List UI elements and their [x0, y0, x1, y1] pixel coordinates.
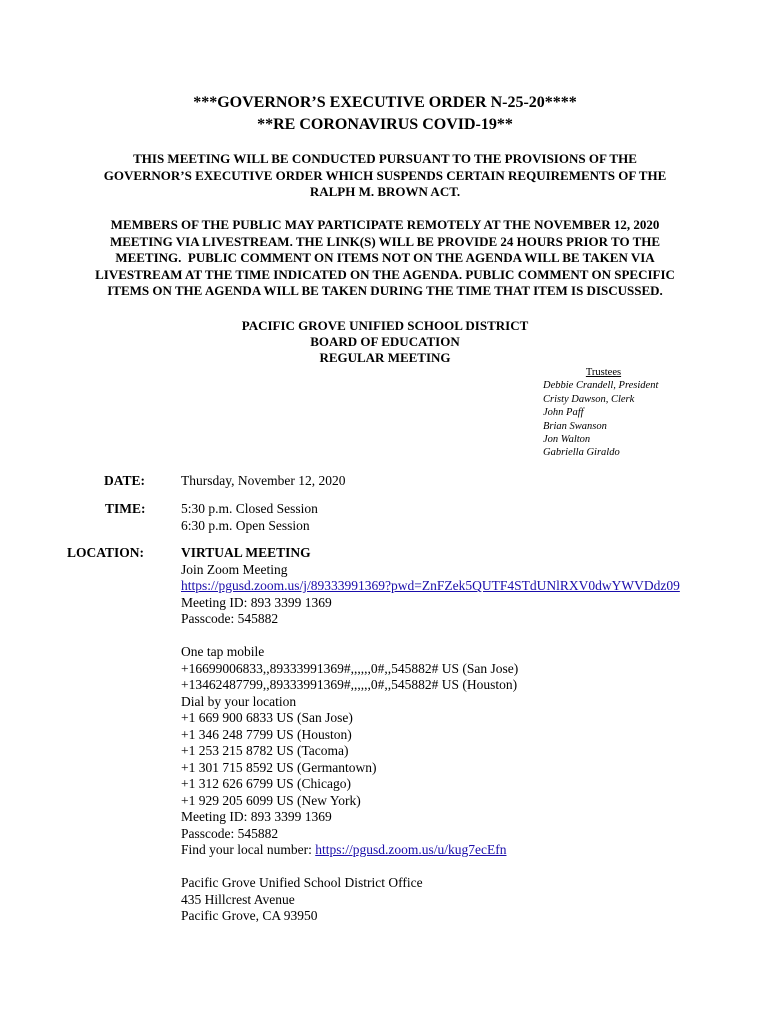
office-name: Pacific Grove Unified School District Office	[181, 875, 423, 890]
virtual-meeting-heading: VIRTUAL MEETING	[181, 545, 311, 560]
passcode: Passcode: 545882	[181, 825, 279, 841]
zoom-meeting-link[interactable]: https://pgusd.zoom.us/j/89333991369?pwd=ZnFZek5QUTF4STdUNlRXV0dwYWVDdz09	[181, 578, 680, 593]
notice-line: THIS MEETING WILL BE CONDUCTED PURSUANT TO THE PROVISIONS OF THE	[133, 151, 637, 166]
spacer	[181, 628, 680, 645]
passcode: Passcode: 545882	[181, 611, 279, 626]
dial-number: +1 346 248 7799 US (Houston)	[181, 726, 352, 742]
dial-number: +1 929 205 6099 US (New York)	[181, 792, 361, 808]
trustee-name: Jon Walton	[543, 434, 591, 446]
trustee-name: Gabriella Giraldo	[543, 447, 620, 459]
meeting-id: Meeting ID: 893 3399 1369	[181, 594, 332, 610]
trustees-list	[543, 366, 664, 460]
spacer	[181, 859, 680, 876]
open-session-time: 6:30 p.m. Open Session	[181, 517, 310, 533]
notice-paragraph-2	[0, 217, 770, 300]
location-details	[181, 545, 680, 925]
trustees-heading: Trustees	[585, 367, 622, 378]
closed-session-time: 5:30 p.m. Closed Session	[181, 501, 318, 516]
one-tap-label: One tap mobile	[181, 644, 265, 659]
trustee-name: John Paff	[543, 407, 584, 419]
one-tap-number: +16699006833,,89333991369#,,,,,,0#,,545882# US (San Jose)	[181, 660, 519, 676]
trustee-name: Debbie Crandell, President	[543, 380, 659, 392]
dial-number: +1 301 715 8592 US (Germantown)	[181, 759, 377, 775]
time-label: TIME:	[105, 501, 146, 516]
local-number-text: Find your local number:	[181, 842, 316, 857]
join-zoom-text: Join Zoom Meeting	[181, 561, 288, 577]
time-values	[181, 501, 318, 534]
date-value: Thursday, November 12, 2020	[181, 473, 346, 488]
district-name: PACIFIC GROVE UNIFIED SCHOOL DISTRICT	[241, 318, 529, 333]
executive-order-title: ***GOVERNOR’S EXECUTIVE ORDER N-25-20****	[193, 94, 577, 111]
dial-number: +1 253 215 8782 US (Tacoma)	[181, 743, 349, 758]
notice-line: LIVESTREAM AT THE TIME INDICATED ON THE AGENDA. PUBLIC COMMENT ON SPECIFIC	[95, 266, 675, 282]
location-label: LOCATION:	[67, 545, 145, 560]
board-name: BOARD OF EDUCATION	[310, 334, 460, 349]
notice-line: MEETING. PUBLIC COMMENT ON ITEMS NOT ON THE AGENDA WILL BE TAKEN VIA	[115, 250, 655, 265]
meeting-type: REGULAR MEETING	[319, 350, 451, 365]
local-number-line	[181, 842, 680, 859]
office-city: Pacific Grove, CA 93950	[181, 908, 318, 923]
local-number-link[interactable]: https://pgusd.zoom.us/u/kug7ecEfn	[315, 842, 507, 857]
meeting-id: Meeting ID: 893 3399 1369	[181, 809, 332, 824]
trustee-name: Cristy Dawson, Clerk	[543, 393, 635, 405]
notice-line: MEETING VIA LIVESTREAM. THE LINK(S) WILL BE PROVIDE 24 HOURS PRIOR TO THE	[109, 233, 661, 249]
office-street: 435 Hillcrest Avenue	[181, 891, 295, 907]
notice-line: GOVERNOR’S EXECUTIVE ORDER WHICH SUSPENDS CERTAIN REQUIREMENTS OF THE	[103, 167, 667, 183]
date-label: DATE:	[104, 473, 146, 488]
dial-number: +1 312 626 6799 US (Chicago)	[181, 776, 351, 791]
coronavirus-subtitle: **RE CORONAVIRUS COVID-19**	[257, 116, 513, 133]
notice-line: ITEMS ON THE AGENDA WILL BE TAKEN DURING THE TIME THAT ITEM IS DISCUSSED.	[107, 283, 663, 298]
dial-number: +1 669 900 6833 US (San Jose)	[181, 710, 353, 725]
notice-line: MEMBERS OF THE PUBLIC MAY PARTICIPATE REMOTELY AT THE NOVEMBER 12, 2020	[110, 217, 660, 232]
trustee-name: Brian Swanson	[543, 420, 607, 432]
notice-paragraph-1	[0, 151, 770, 201]
dial-label: Dial by your location	[181, 693, 297, 709]
notice-line: RALPH M. BROWN ACT.	[309, 184, 461, 199]
one-tap-number: +13462487799,,89333991369#,,,,,,0#,,545882# US (Houston)	[181, 677, 518, 692]
